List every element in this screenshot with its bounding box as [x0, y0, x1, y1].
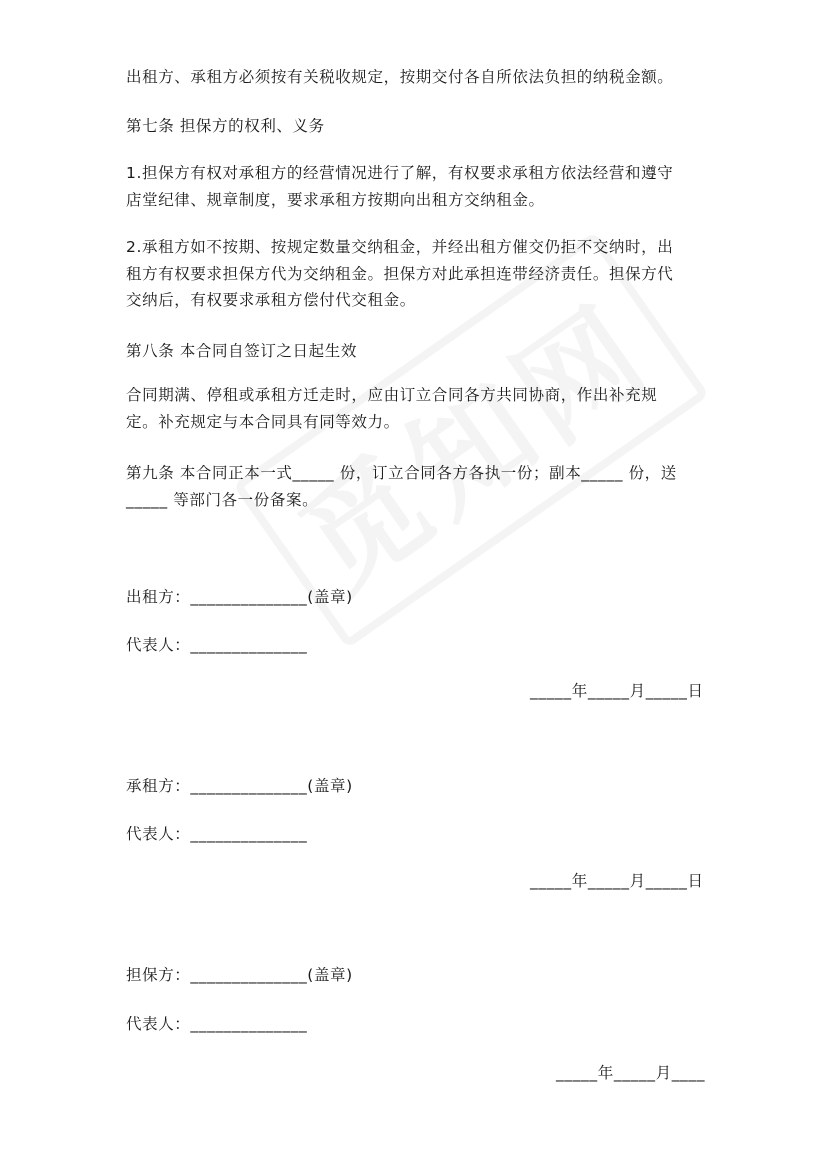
- article-7-paragraph-1: 1.担保方有权对承租方的经营情况进行了解，有权要求承租方依法经营和遵守 店堂纪律、规章制度，要求承租方按期向出租方交纳租金。: [126, 164, 674, 209]
- lessee-date: _____年_____月_____日: [530, 872, 704, 890]
- lessee-representative: 代表人：______________: [126, 825, 308, 843]
- lessor-representative: 代表人：______________: [126, 636, 308, 654]
- guarantor-signature: 担保方：______________(盖章): [126, 966, 353, 984]
- tax-clause: 出租方、承租方必须按有关税收规定，按期交付各自所依法负担的纳税金额。: [126, 68, 674, 86]
- lessor-date: _____年_____月_____日: [530, 682, 704, 700]
- guarantor-date: _____年_____月____: [556, 1064, 706, 1082]
- lessor-signature: 出租方：______________(盖章): [126, 588, 353, 606]
- article-8-title: 第八条 本合同自签订之日起生效: [126, 342, 357, 360]
- article-7-title: 第七条 担保方的权利、义务: [126, 117, 325, 135]
- article-9: 第九条 本合同正本一式_____ 份，订立合同各方各执一份；副本_____ 份，送 _____ 等部门各一份备案。: [126, 464, 677, 509]
- guarantor-representative: 代表人：______________: [126, 1015, 308, 1033]
- article-8-paragraph: 合同期满、停租或承租方迁走时，应由订立合同各方共同协商，作出补充规 定。补充规定与本合同具有同等效力。: [126, 386, 658, 431]
- lessee-signature: 承租方：______________(盖章): [126, 777, 353, 795]
- article-7-paragraph-2: 2.承租方如不按期、按规定数量交纳租金，并经出租方催交仍拒不交纳时，出 租方有权要求担保方代为交纳租金。担保方对此承担连带经济责任。担保方代 交纳后，有权要求承租方偿付代交租金。: [126, 238, 674, 309]
